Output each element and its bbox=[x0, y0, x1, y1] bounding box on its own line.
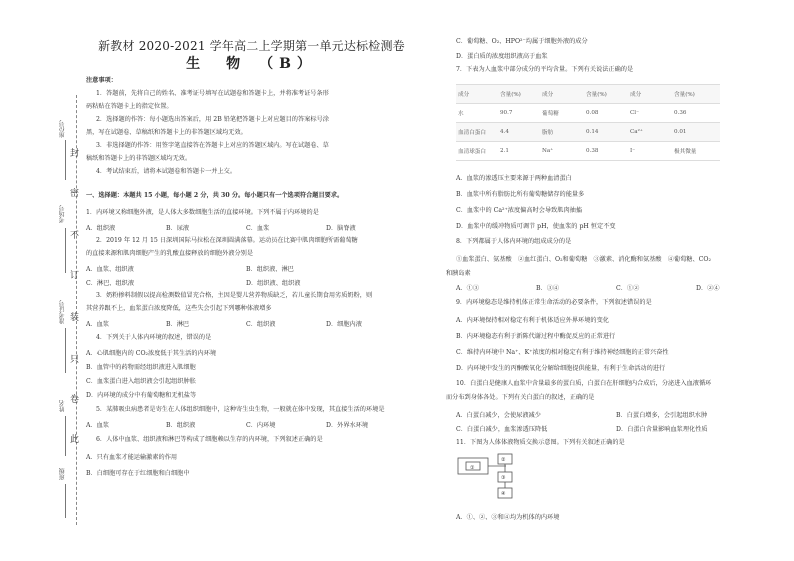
question-stem: 8．下列都属于人体内环境的组成成分的是 bbox=[456, 238, 572, 245]
option: D．外界水环境 bbox=[326, 422, 369, 429]
notice-line: 码粘贴在答题卡上的指定位置。 bbox=[86, 103, 173, 110]
table-cell: 0.36 bbox=[672, 104, 720, 123]
table-cell: 4.4 bbox=[498, 123, 540, 142]
question-stem: 4．下列关于人体内环境的叙述，错误的是 bbox=[96, 334, 212, 341]
table-cell: 90.7 bbox=[498, 104, 540, 123]
option: D．血浆中的缓冲物质可调节 pH，使血浆的 pH 恒定不变 bbox=[456, 223, 616, 230]
notice-line: 稿纸和答题卡上的非答题区域均无效。 bbox=[86, 155, 192, 162]
question-stem: 5．某肺吸虫病患者是寄生在人体组织细胞中，这种寄生虫生物，一般就在体中发现，其直接生活的环境是 bbox=[96, 406, 385, 413]
exam-subject: 生 物 （B） bbox=[186, 56, 317, 72]
option: B．血浆中所有脂肪比所有葡萄糖储存的能量多 bbox=[456, 191, 585, 198]
fill-line bbox=[65, 416, 66, 456]
table-cell: 含量(%) bbox=[498, 85, 540, 104]
option: A．血浆 bbox=[86, 321, 110, 328]
fill-line bbox=[65, 228, 66, 273]
option: B．白细胞可存在于红细胞和白细胞中 bbox=[86, 470, 190, 477]
option: B．尿液 bbox=[166, 225, 190, 232]
question-stem: 3．奶粉掺料制假以提高检测数值冒充合格，主因是婴儿营养物质缺乏，若儿童长期食用劣质奶粉，则 bbox=[96, 292, 373, 299]
class-field: 班级 bbox=[59, 468, 66, 480]
table-cell: 成分 bbox=[540, 85, 584, 104]
option: A．白蛋白减少，会使尿液减少 bbox=[456, 412, 541, 419]
option: B．内环境稳态有利于新陈代谢过程中酶促反应的正常进行 bbox=[456, 333, 616, 340]
option: B．淋巴 bbox=[166, 321, 190, 328]
option: D．白蛋白含量影响血浆理化性质 bbox=[616, 426, 708, 433]
seal-char: 卷 bbox=[70, 395, 80, 405]
seal-char: 此 bbox=[70, 435, 80, 445]
notice-line: 3．非选择题的作答：用签字笔直接答在答题卡上对应的答题区域内。写在试题卷、草 bbox=[96, 142, 329, 149]
option: A．血浆、组织液 bbox=[86, 266, 134, 273]
fill-line bbox=[65, 328, 66, 373]
table-cell: 含量(%) bbox=[584, 85, 628, 104]
table-cell: 2.1 bbox=[498, 142, 540, 161]
option: B．组织液 bbox=[166, 422, 196, 429]
option: A．心肌细胞内的 CO₂浓度低于其生活的内环境 bbox=[86, 350, 217, 357]
fill-line bbox=[65, 140, 66, 180]
seal-char: 只 bbox=[70, 355, 80, 365]
exam-room-field: 考场号 bbox=[59, 205, 66, 223]
question-stem: 10．白蛋白是健康人血浆中含量最多的蛋白质，白蛋白在肝细胞内合成后，分泌进入血液循环 bbox=[456, 380, 712, 387]
diagram-label: ③ bbox=[501, 475, 506, 481]
option: B．组织液、淋巴 bbox=[246, 266, 294, 273]
diagram-label: ④ bbox=[501, 491, 506, 497]
seal-char: 装 bbox=[70, 313, 80, 323]
question-stem: 6．人体中血浆、组织液和淋巴等构成了细胞赖以生存的内环境，下列叙述正确的是 bbox=[96, 436, 323, 443]
diagram-label: ② bbox=[501, 457, 506, 463]
plasma-composition-table bbox=[456, 84, 720, 161]
option: C．维持内环境中 Na⁺、K⁺浓度的相对稳定有利于维持神经细胞的正常兴奋性 bbox=[456, 349, 669, 356]
option: C．血浆 bbox=[246, 225, 270, 232]
table-cell: 0.01 bbox=[672, 123, 720, 142]
seal-char: 密 bbox=[70, 189, 80, 199]
table-cell: 脂肪 bbox=[540, 123, 584, 142]
table-cell: 极其微量 bbox=[672, 142, 720, 161]
table-cell: Cl⁻ bbox=[628, 104, 672, 123]
notice-line: 2．选择题的作答：每小题选出答案后，用 2B 铅笔把答题卡上对应题目的答案标号涂 bbox=[96, 116, 329, 123]
diagram-label: ① bbox=[470, 465, 475, 471]
table-cell: 成分 bbox=[628, 85, 672, 104]
option: A．只有血浆才能运输激素的作用 bbox=[86, 454, 178, 461]
table-cell: Ca²⁺ bbox=[628, 123, 672, 142]
option: A．①、②、③和④均为机体的内环境 bbox=[456, 514, 560, 521]
option: B．白蛋白增多，会引起组织水肿 bbox=[616, 412, 708, 419]
option: B．血管中的药物需经组织液进入肌细胞 bbox=[86, 364, 196, 371]
question-stem: 其营养跟不上，血浆蛋白浓度降低，这些失会引起下列哪种体液增多 bbox=[86, 305, 272, 312]
section-heading: 一、选择题：本题共 15 小题，每小题 2 分，共 30 分。每小题只有一个选项符合题目要求。 bbox=[86, 192, 344, 199]
option: C．淋巴、组织液 bbox=[86, 280, 135, 287]
binding-margin bbox=[0, 0, 78, 561]
question-stem: 2．2019 年 12 月 15 日深圳国际马拉松在深圳圆满落幕。运动员在比赛中肌肉细胞所需葡萄糖 bbox=[96, 237, 358, 244]
notice-heading: 注意事项： bbox=[86, 77, 117, 84]
table-row bbox=[456, 123, 720, 142]
table-cell: 血清球蛋白 bbox=[456, 142, 498, 161]
question-stem: 7．下表为人血浆中部分成分的平均含量。下列有关说法正确的是 bbox=[456, 66, 634, 73]
option: D．内环境中发生的丙酮酸氧化分解给细胞提供能量，有利于生命活动的进行 bbox=[456, 365, 666, 372]
option: C．内环境 bbox=[246, 422, 276, 429]
table-cell: Na⁺ bbox=[540, 142, 584, 161]
option: C．血浆中的 Ca²⁺浓度偏高时会导致肌肉抽搐 bbox=[456, 207, 583, 214]
question-stem: 11．下图为人体体液物质交换示意图。下列有关叙述正确的是 bbox=[456, 439, 625, 446]
notice-line: 黑，写在试题卷、草稿纸和答题卡上的非答题区域均无效。 bbox=[86, 129, 247, 136]
option: D．脑脊液 bbox=[326, 225, 356, 232]
body-fluid-exchange-diagram bbox=[456, 452, 546, 504]
admission-number-field: 准考证号 bbox=[59, 300, 66, 324]
seal-char: 封 bbox=[70, 149, 80, 159]
table-cell: 0.08 bbox=[584, 104, 628, 123]
option: C．血浆蛋白进入组织液会引起组织肿胀 bbox=[86, 378, 196, 385]
choice: D．②④ bbox=[696, 285, 720, 292]
option: C．白蛋白减少，血浆渗透压降低 bbox=[456, 426, 548, 433]
question-stem: 1．内环境又称细胞外液，是人体大多数细胞生活的直接环境。下列不属于内环境的是 bbox=[86, 209, 319, 216]
table-header-row bbox=[456, 85, 720, 104]
option: A．内环境保持相对稳定有利于机体适应外界环境的变化 bbox=[456, 317, 609, 324]
notice-line: 4．考试结束后，请将本试题卷和答题卡一并上交。 bbox=[96, 168, 237, 175]
table-cell: 0.38 bbox=[584, 142, 628, 161]
question-stem: 的直接来源和肌肉细胞产生的乳酸直接释放的细胞外液分别是 bbox=[86, 250, 254, 257]
option: A．组织液 bbox=[86, 225, 116, 232]
exam-title: 新教材 2020-2021 学年高二上学期第一单元达标检测卷 bbox=[98, 39, 405, 53]
choice: C．①② bbox=[616, 285, 640, 292]
question-stem: 9．内环境稳态是维持机体正常生命活动的必要条件，下列叙述错误的是 bbox=[456, 299, 652, 306]
option: D．蛋白质的浓度组织液高于血浆 bbox=[456, 53, 548, 60]
fill-line bbox=[65, 484, 66, 518]
table-cell: 葡萄糖 bbox=[540, 104, 584, 123]
seal-char: 订 bbox=[70, 271, 80, 281]
option: ①血浆蛋白、氨基酸 ②血红蛋白、O₂和葡萄糖 ③激素、消化酶和氨基酸 ④葡萄糖、CO₂ bbox=[456, 256, 711, 263]
table-cell: 0.14 bbox=[584, 123, 628, 142]
table-cell: 含量(%) bbox=[672, 85, 720, 104]
table-row bbox=[456, 142, 720, 161]
choice: A．①③ bbox=[456, 285, 480, 292]
choice: B．③④ bbox=[536, 285, 560, 292]
option: 和胰岛素 bbox=[446, 270, 471, 277]
seal-char: 不 bbox=[70, 231, 80, 241]
option: A．血浆 bbox=[86, 422, 110, 429]
table-cell: 血清白蛋白 bbox=[456, 123, 498, 142]
option: D．内环境的成分中有葡萄糖和无机盐等 bbox=[86, 392, 197, 399]
option: D．组织液、组织液 bbox=[246, 280, 301, 287]
seat-number-field: 座位号 bbox=[59, 120, 66, 138]
table-cell: I⁻ bbox=[628, 142, 672, 161]
option: A．血浆的渗透压主要来源于两种血清蛋白 bbox=[456, 175, 572, 182]
table-cell: 水 bbox=[456, 104, 498, 123]
notice-line: 1．答题前，先将自己的姓名、准考证号填写在试题卷和答题卡上，并将准考证号条形 bbox=[96, 90, 329, 97]
option: C．葡萄糖、O₂、HPO²⁻均属于细胞外液的成分 bbox=[456, 38, 588, 45]
question-stem: 而分布到身体各处。下列有关白蛋白的叙述，正确的是 bbox=[446, 394, 595, 401]
option: C．组织液 bbox=[246, 321, 276, 328]
table-cell: 成分 bbox=[456, 85, 498, 104]
name-field: 姓名 bbox=[59, 400, 66, 412]
option: D．细胞内液 bbox=[326, 321, 362, 328]
table-row bbox=[456, 104, 720, 123]
